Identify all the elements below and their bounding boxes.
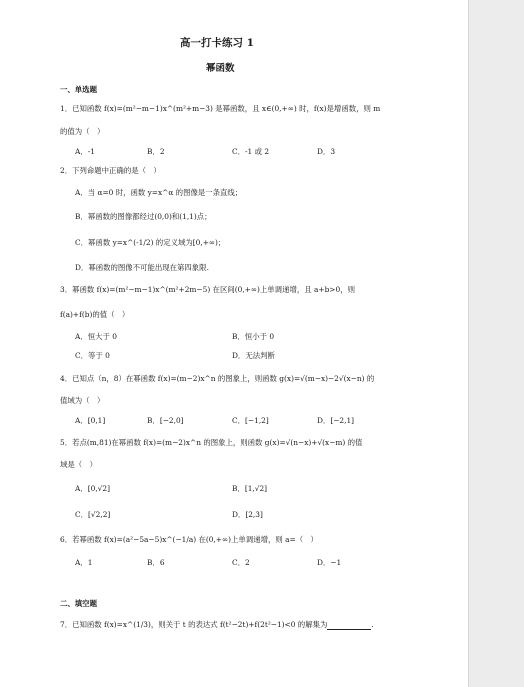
question-5-stem-cont: 域是（ ） [60,460,97,469]
question-7-end: . [371,620,374,629]
question-4-stem: 4．已知点（n，8）在幂函数 f(x)=(m−2)x^n 的图象上，则函数 g(x)=√(m−x)−2√(x−n) 的 [60,374,375,383]
question-3-option-c: C．等于 0 [75,351,110,360]
question-5-option-d: D．[2,3] [232,510,263,519]
question-1-option-a: A．-1 [75,147,95,156]
question-5-option-a: A．[0,√2] [75,484,110,493]
question-3-option-d: D．无法判断 [232,351,275,360]
question-1-option-d: D．3 [317,147,336,156]
question-4-option-a: A．[0,1] [75,416,106,425]
question-6-option-b: B．6 [147,558,165,567]
question-6-option-c: C．2 [232,558,250,567]
question-4-stem-cont: 值域为（ ） [60,396,105,405]
question-3-option-b: B．恒小于 0 [232,332,275,341]
question-6-option-a: A．1 [75,558,93,567]
page-title: 高一打卡练习 1 [180,37,254,49]
answer-blank [327,620,374,630]
page-subtitle: 幂函数 [206,63,235,74]
question-5-option-b: B．[1,√2] [232,484,268,493]
question-7-stem: 7．已知函数 f(x)=x^(1/3)，则关于 t 的表达式 f(t²−2t)+f(2t²−1)<0 的解集为 [60,620,328,629]
question-2-option-a: A．当 α=0 时，函数 y=x^α 的图像是一条直线； [75,188,243,197]
question-5-stem: 5．若点(m,81)在幂函数 f(x)=(m−2)x^n 的图象上，则函数 g(x)=√(n−x)+√(x−m) 的值 [60,438,363,447]
question-4-option-b: B．[−2,0] [147,416,184,425]
question-7-stem-row [60,620,374,630]
question-6-stem: 6．若幂函数 f(x)=(a²−5a−5)x^(−1/a) 在(0,+∞)上单调递增，则 a=（ ） [60,535,318,544]
question-4-option-c: C．[−1,2] [232,416,269,425]
question-5-option-c: C．[√2,2] [75,510,111,519]
question-1-option-b: B．2 [147,147,165,156]
section-single-choice: 一、单选题 [60,85,97,94]
question-1-stem-cont: 的值为（ ） [60,127,105,136]
question-2-option-b: B．幂函数的图像都经过(0,0)和(1,1)点； [75,212,212,221]
section-fill-blank: 二、填空题 [60,599,97,608]
question-1-option-c: C．-1 或 2 [232,147,270,156]
question-2-option-d: D．幂函数的图像不可能出现在第四象限. [75,263,209,272]
viewer-side-panel [468,0,524,687]
question-2-option-c: C．幂函数 y=x^(-1/2) 的定义域为[0,+∞)； [75,238,226,247]
question-3-option-a: A．恒大于 0 [75,332,117,341]
question-6-option-d: D．−1 [317,558,342,567]
question-3-stem: 3．幂函数 f(x)=(m²−m−1)x^(m²+2m−5) 在区间(0,+∞)上单调递增，且 a+b>0，则 [60,285,355,294]
question-2-stem: 2．下列命题中正确的是（ ） [60,166,161,175]
question-3-stem-cont: f(a)+f(b)的值（ ） [60,310,130,319]
question-4-option-d: D．[−2,1] [317,416,355,425]
question-1-stem: 1．已知函数 f(x)=(m²−m−1)x^(m²+m−3) 是幂函数，且 x∈(0,+∞) 时，f(x)是增函数，则 m [60,104,381,113]
